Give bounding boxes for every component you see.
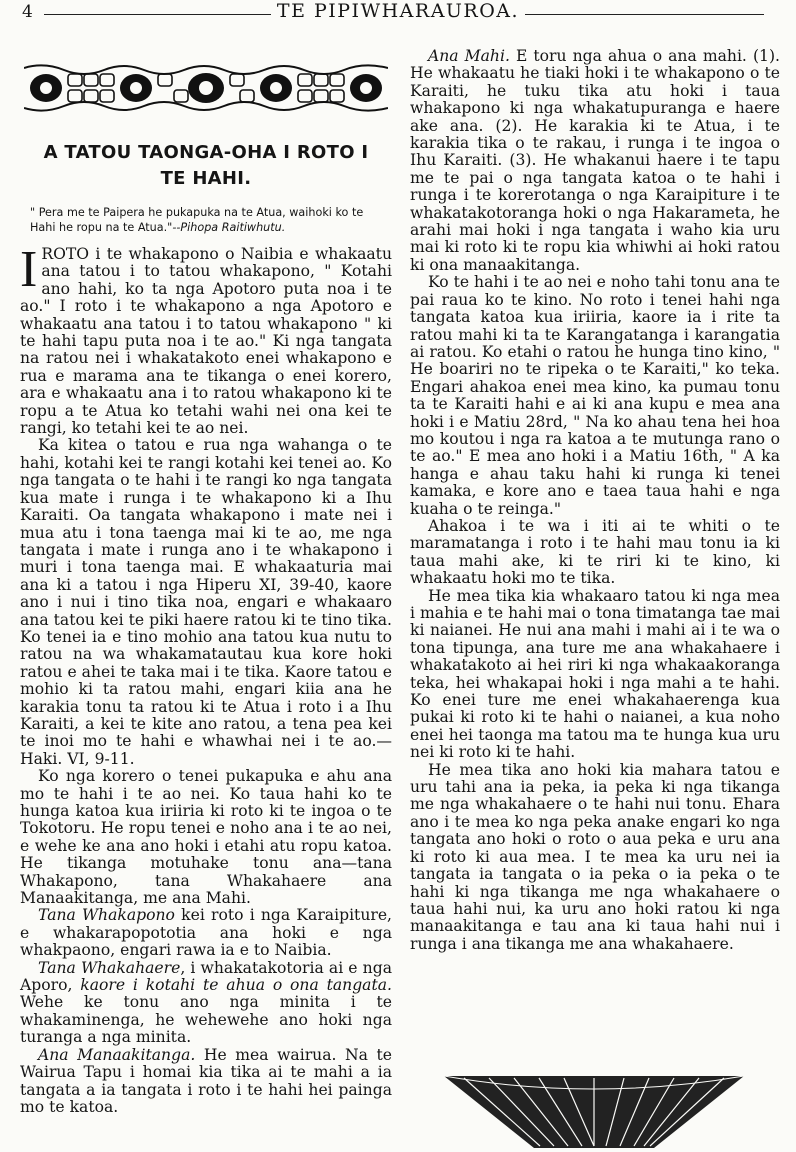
paragraph-8: Ko te hahi i te ao nei e noho tahi tonu ana te pai raua ko te kino. No roto i tenei hahi nga tangata katoa kua iriiria, kaore ia i rite ta ratou mahi ki ta te Karangatanga i karangatia ai ratou. Ko etahi o ratou he hunga tino kino, " He boariri no te ripeka o te Karaiti," ko teka. Engari ahakoa enei mea kino, ka pumau tonu ta te Karaiti hahi e ai ki ana kupu e mea ana hoki i e Matiu 28rd, " Na ko ahau tena hei hoa mo koutou i nga ra katoa a te mutunga rano o te ao." E mea ano hoki i a Matiu 16th, " A ka hanga e ahau taku hahi ki runga ki tenei kamaka, e kore ano e taea taua hahi e nga kuaha o te reinga."	[410, 273, 780, 518]
epigraph-attribution: --Pihopa Raitiwhutu.	[172, 221, 286, 234]
running-title-text: TE PIPIWHARAUROA.	[271, 0, 525, 22]
running-title	[0, 0, 796, 22]
epigraph-quote: " Pera me te Paipera he pukapuka na te Atua, waihoki ko te Hahi he ropu na te Atua."	[30, 206, 364, 234]
paragraph-1: IROTO i te whakapono o Naibia e whakaatu ana tatou i to tatou whakapono, " Kotahi ano hahi, ko ta nga Apotoro puta noa i te ao." I roto i te whakapono a nga Apotoro e whakaatu ana tatou i to tatou whakapono " ki te hahi tapu puta noa i te ao." Ki nga tangata na ratou nei i whakatakoto enei whakapono e rua e marama ana te tikanga o enei korero, ara e whakaatu ana i to ratou whakapono ki te ropu a te Atua ko tetahi wahi nei ona kei te rangi, ko tetahi kei te ao nei.	[20, 241, 392, 438]
paragraph-9: Ahakoa i te wa i iti ai te whiti o te maramatanga i roto i te hahi mau tonu ia ki taua mahi ake, ki te riri ki te kino, ki whakaatu hoki mo te tika.	[410, 516, 780, 588]
epigraph	[30, 205, 390, 235]
decorative-tailpiece	[444, 1072, 744, 1150]
paragraph-5: Tana Whakahaere, i whakatakotoria ai e nga Aporo, kaore i kotahi te ahua o ona tangata. Wehe ke tonu ano nga minita i te whakaminenga, he wehewehe ano hoki nga turanga a nga minita.	[20, 958, 392, 1047]
paragraph-4: Tana Whakapono kei roto i nga Karaipiture, e whakarapopototia ana hoki e nga whakpaono, engari rawa ia e to Naibia.	[20, 906, 393, 960]
paragraph-10: He mea tika kia whakaaro tatou ki nga mea i mahia e te hahi mai o tona timatanga tae mai ki naianei. He nui ana mahi i mahi ai i te wa o tona tipunga, ana ture me ana whakahaere i whakatakoto ai hei riri ki nga whakaakoranga teka, hei whakapai hoki i nga mahi a te hahi. Ko enei ture me enei whakahaerenga kua pukai ki roto ki te hahi o naianei, a kua noho enei hei taonga ma tatou ma te hunga kua uru nei ki roto ki te hahi.	[410, 586, 780, 762]
page-number: 4	[22, 2, 33, 22]
paragraph-6: Ana Manaakitanga. He mea wairua. Na te Wairua Tapu i homai kia tika ai te mahi a ia tangata a ia tangata i roto i te hahi hei painga mo te katoa.	[20, 1045, 392, 1116]
decorative-floral-banner	[24, 60, 388, 116]
right-column-text	[410, 48, 780, 953]
article-title	[20, 140, 392, 192]
paragraph-3: Ko nga korero o tenei pukapuka e ahu ana mo te hahi i te ao nei. Ko taua hahi ko te hunga katoa kua iriiria ki roto ki te ingoa o te Tokotoru. He ropu tenei e noho ana i te ao nei, e wehe ke ana ano hoki i etahi atu ropu katoa. He tikanga motuhake tonu ana—tana Whakapono, tana Whakahaere ana Manaakitanga, me ana Mahi.	[20, 767, 392, 908]
title-line-2: TE HAHI.	[160, 168, 252, 189]
left-column-text	[20, 241, 393, 1116]
paragraph-7: Ana Mahi. E toru nga ahua o ana mahi. (1). He whakaatu he tiaki hoki i te whakapono o te Karaiti, he tuku tika atu hoki i taua whakapono ki nga whakatupuranga e haere ake ana. (2). He karakia ki te Atua, i te karakia tika o te rakau, i runga i te ingoa o Ihu Karaiti. (3). He whakanui haere i te tapu me te pai o nga tangata katoa o te hahi i runga i te korerotanga o nga Karaipiture i te whakatakotoranga hoki o nga Hakarameta, he arahi mai hoki i nga tangata i waho kia uru mai ki roto ki te ropu kia whiwhi ai hoki ratou ki ona manaakitanga.	[410, 47, 780, 274]
paragraph-2: Ka kitea o tatou e rua nga wahanga o te hahi, kotahi kei te rangi kotahi kei tenei ao. Ko nga tangata o te hahi i te rangi ko nga tangata kua mate i runga i te whakapono ki a Ihu Karaiti. Oa tangata whakapono i mate nei i mua atu i tona taenga mai ki te ao, me nga tangata i mate i runga ano i te whakapono i muri i tona taenga mai. E whakaaturia mai ana ki a tatou i nga Hiperu XI, 39-40, kaore ano i nui i tino tika noa, engari e whakaaro ana tatou kei te piki haere ratou ki te tino tika. Ko tenei ia e tino mohio ana tatou kua nutu to ratou na wa whakamatautau kua kore hoki ratou e ahei te taka mai i te tika. Kaore tatou e mohio ki ta ratou mahi, engari kiia ana he karakia tonu ta ratou ki te Atua i roto i a Ihu Karaiti, a kei te kite ano ratou, a tena pea kei te inoi mo te hahi e whawhai nei i te ao.—Haki. VI, 9-11.	[20, 436, 392, 768]
title-line-1: A TATOU TAONGA-OHA I ROTO I	[43, 142, 369, 163]
drop-cap: I	[20, 241, 38, 298]
paragraph-11: He mea tika ano hoki kia mahara tatou e uru tahi ana ia peka, ia peka ki nga tikanga me nga whakahaere o te hahi nui tonu. Ehara ano i te mea ko nga peka anake engari ko nga tangata ano hoki o roto o aua peka e uru ana ki roto ki aua mea. I te mea ka uru nei ia tangata ia tangata o ia peka o ia peka o te hahi ki nga tikanga me nga whakahaere o taua hahi nui, ka uru ano hoki ratou ki nga manaakitanga e tau ana ki taua hahi nui i runga i ana tikanga me ana whakahaere.	[410, 760, 780, 953]
